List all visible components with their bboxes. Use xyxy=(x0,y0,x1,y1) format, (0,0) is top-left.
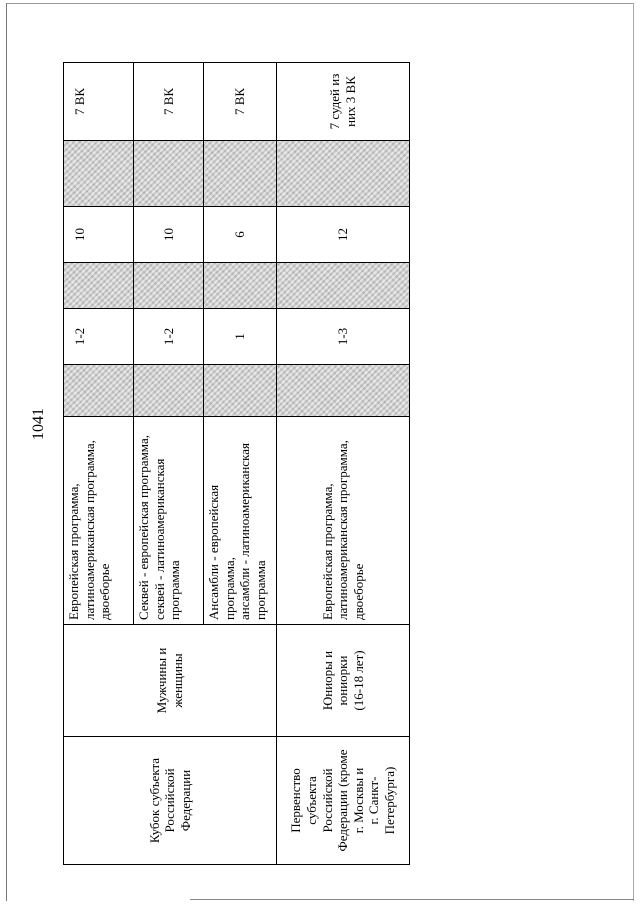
value-cell: 12 xyxy=(277,207,410,263)
shaded-cell xyxy=(277,263,410,309)
judges-cell: 7 судей из них 3 ВК xyxy=(277,63,410,141)
group-cell: Мужчины и женщины xyxy=(64,625,277,737)
program-cell: Секвей - европейская программа, секвей - латиноамериканская программа xyxy=(134,417,204,625)
table-row xyxy=(64,63,134,865)
shaded-cell xyxy=(204,263,277,309)
competition-table xyxy=(63,62,410,865)
table-row xyxy=(277,63,410,865)
shaded-cell xyxy=(64,263,134,309)
range-cell: 1-2 xyxy=(64,309,134,365)
range-cell: 1-2 xyxy=(134,309,204,365)
bottom-rule xyxy=(190,899,634,900)
value-cell: 10 xyxy=(134,207,204,263)
shaded-cell xyxy=(134,141,204,207)
shaded-cell xyxy=(64,141,134,207)
judges-cell: 7 ВК xyxy=(134,63,204,141)
page-number: 1041 xyxy=(30,408,47,440)
program-cell: Ансамбли - европейская программа, ансамбли - латиноамериканская программа xyxy=(204,417,277,625)
rotated-table-container xyxy=(63,63,409,865)
shaded-cell xyxy=(204,365,277,417)
program-cell: Европейская программа, латиноамериканская программа, двоеборье xyxy=(64,417,134,625)
event-cell: Первенство субъекта Российской Федерации (кроме г. Москвы и г. Санкт- Петербурга) xyxy=(277,737,410,865)
value-cell: 10 xyxy=(64,207,134,263)
range-cell: 1 xyxy=(204,309,277,365)
shaded-cell xyxy=(134,365,204,417)
program-cell: Европейская программа, латиноамериканская программа, двоеборье xyxy=(277,417,410,625)
shaded-cell xyxy=(277,365,410,417)
judges-cell: 7 ВК xyxy=(204,63,277,141)
event-cell: Кубок субъекта Российской Федерации xyxy=(64,737,277,865)
shaded-cell xyxy=(64,365,134,417)
group-cell: Юниоры и юниорки (16-18 лет) xyxy=(277,625,410,737)
shaded-cell xyxy=(204,141,277,207)
judges-cell: 7 ВК xyxy=(64,63,134,141)
value-cell: 6 xyxy=(204,207,277,263)
shaded-cell xyxy=(134,263,204,309)
range-cell: 1-3 xyxy=(277,309,410,365)
shaded-cell xyxy=(277,141,410,207)
